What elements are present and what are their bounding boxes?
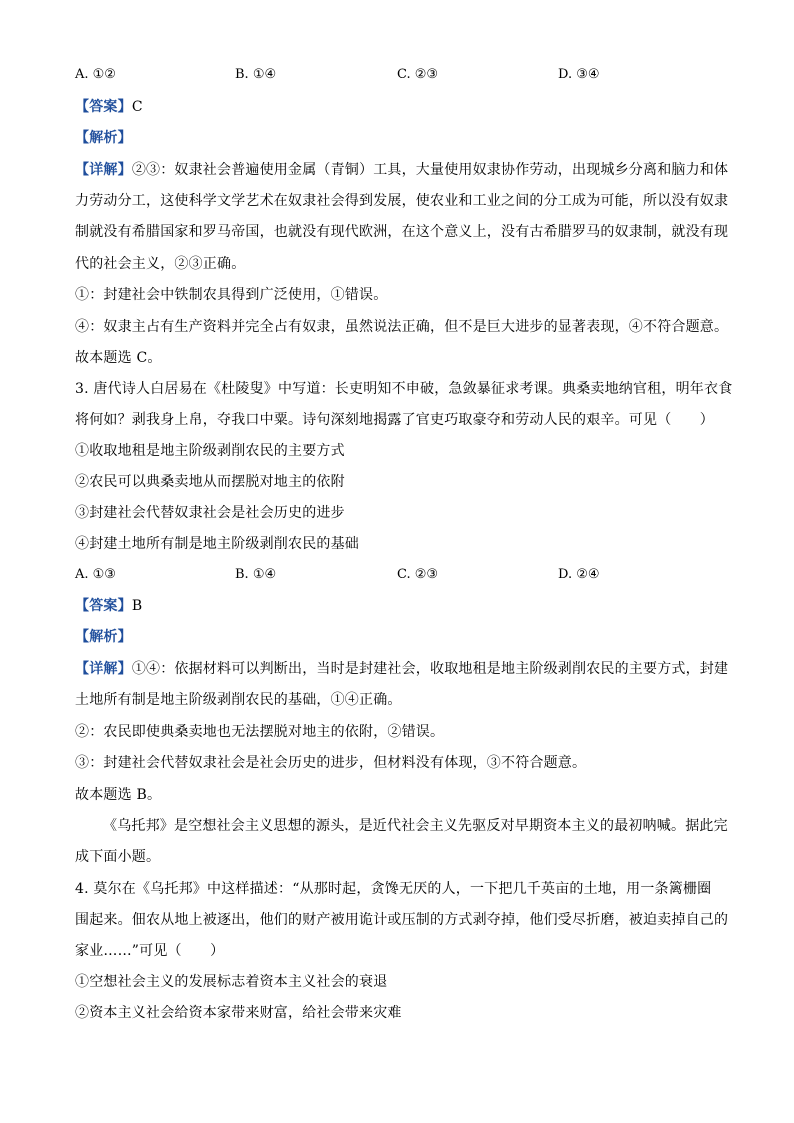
q2-analysis-line (75, 129, 725, 147)
q2-detail-line-5: ①：封建社会中铁制农具得到广泛使用，①错误。 (75, 287, 388, 303)
answer-tag: 【答案】 (75, 598, 132, 614)
q3-option-d: D. ②④ (558, 567, 600, 582)
q2-option-d: D. ③④ (558, 67, 600, 82)
answer-value: C (131, 99, 143, 115)
q3-answer-line (75, 597, 725, 615)
q3-item-4: ④封建土地所有制是地主阶级剥削农民的基础 (75, 536, 359, 552)
q3-conclusion: 故本题选 B。 (75, 787, 162, 803)
q3-item-1: ①收取地租是地主阶级剥削农民的主要方式 (75, 443, 345, 459)
q2-option-c: C. ②③ (397, 67, 439, 82)
answer-tag: 【答案】 (75, 99, 132, 115)
q2-detail-line-3: 制就没有希腊国家和罗马帝国，也就没有现代欧洲，在这个意义上，没有古希腊罗马的奴隶制，就没有现 (75, 224, 729, 240)
q3-analysis-line (75, 628, 725, 646)
detail-tag: 【详解】 (75, 661, 132, 677)
q4-stem-line-3: 家业……”可见（ ） (75, 943, 225, 959)
intro-line-2: 成下面小题。 (75, 849, 161, 865)
q3-stem-line-2: 将何如？剥我身上帛，夺我口中粟。诗句深刻地揭露了官吏巧取豪夺和劳动人民的艰辛。可见（ ） (75, 412, 714, 428)
q3-option-b: B. ①④ (235, 567, 277, 582)
q2-detail-line-6: ④：奴隶主占有生产资料并完全占有奴隶，虽然说法正确，但不是巨大进步的显著表现，④不符合题意。 (75, 319, 729, 335)
q3-detail-line-4: ③：封建社会代替奴隶社会是社会历史的进步，但材料没有体现，③不符合题意。 (75, 755, 587, 771)
detail-tag: 【详解】 (75, 162, 132, 178)
q2-answer-line (75, 98, 725, 116)
intro-line-1: 《乌托邦》是空想社会主义思想的源头，是近代社会主义先驱反对早期资本主义的最初呐喊。据此完 (103, 818, 728, 834)
q4-item-2: ②资本主义社会给资本家带来财富，给社会带来灾难 (75, 1005, 402, 1021)
q2-conclusion: 故本题选 C。 (75, 350, 162, 366)
analysis-tag: 【解析】 (75, 629, 132, 645)
q4-stem-line-2: 围起来。佃农从地上被逐出，他们的财产被用诡计或压制的方式剥夺掉，他们受尽折磨，被迫卖掉自己的 (75, 912, 729, 928)
q3-item-3: ③封建社会代替奴隶社会是社会历史的进步 (75, 505, 345, 521)
answer-value: B (131, 598, 143, 614)
q3-detail-line-2: 土地所有制是地主阶级剥削农民的基础，①④正确。 (75, 692, 402, 708)
q3-stem-line-1: 3. 唐代诗人白居易在《杜陵叟》中写道：长吏明知不申破，急敛暴征求考课。典桑卖地纳官租，明年衣食 (75, 381, 733, 397)
q3-item-2: ②农民可以典桑卖地从而摆脱对地主的依附 (75, 474, 345, 490)
q4-stem-line-1: 4. 莫尔在《乌托邦》中这样描述：“从那时起，贪馋无厌的人，一下把几千英亩的土地，用一条篱栅圈 (75, 881, 712, 897)
q4-item-1: ①空想社会主义的发展标志着资本主义社会的衰退 (75, 974, 388, 990)
q3-option-c: C. ②③ (397, 567, 439, 582)
q2-option-a: A. ①② (75, 67, 116, 82)
q3-option-a: A. ①③ (75, 567, 116, 582)
analysis-tag: 【解析】 (75, 130, 132, 146)
detail-text: ①④：依据材料可以判断出，当时是封建社会，收取地租是地主阶级剥削农民的主要方式，封建 (131, 661, 729, 677)
q2-detail-line-1 (75, 161, 729, 179)
q2-detail-line-4: 代的社会主义，②③正确。 (75, 256, 246, 272)
detail-text: ②③：奴隶社会普遍使用金属（青铜）工具，大量使用奴隶协作劳动，出现城乡分离和脑力和体 (131, 162, 729, 178)
q3-detail-line-3: ②：农民即使典桑卖地也无法摆脱对地主的依附，②错误。 (75, 724, 445, 740)
q2-option-b: B. ①④ (235, 67, 277, 82)
q2-detail-line-2: 力劳动分工，这使科学文学艺术在奴隶社会得到发展，使农业和工业之间的分工成为可能，所以没有奴隶 (75, 193, 729, 209)
q3-detail-line-1 (75, 660, 729, 678)
